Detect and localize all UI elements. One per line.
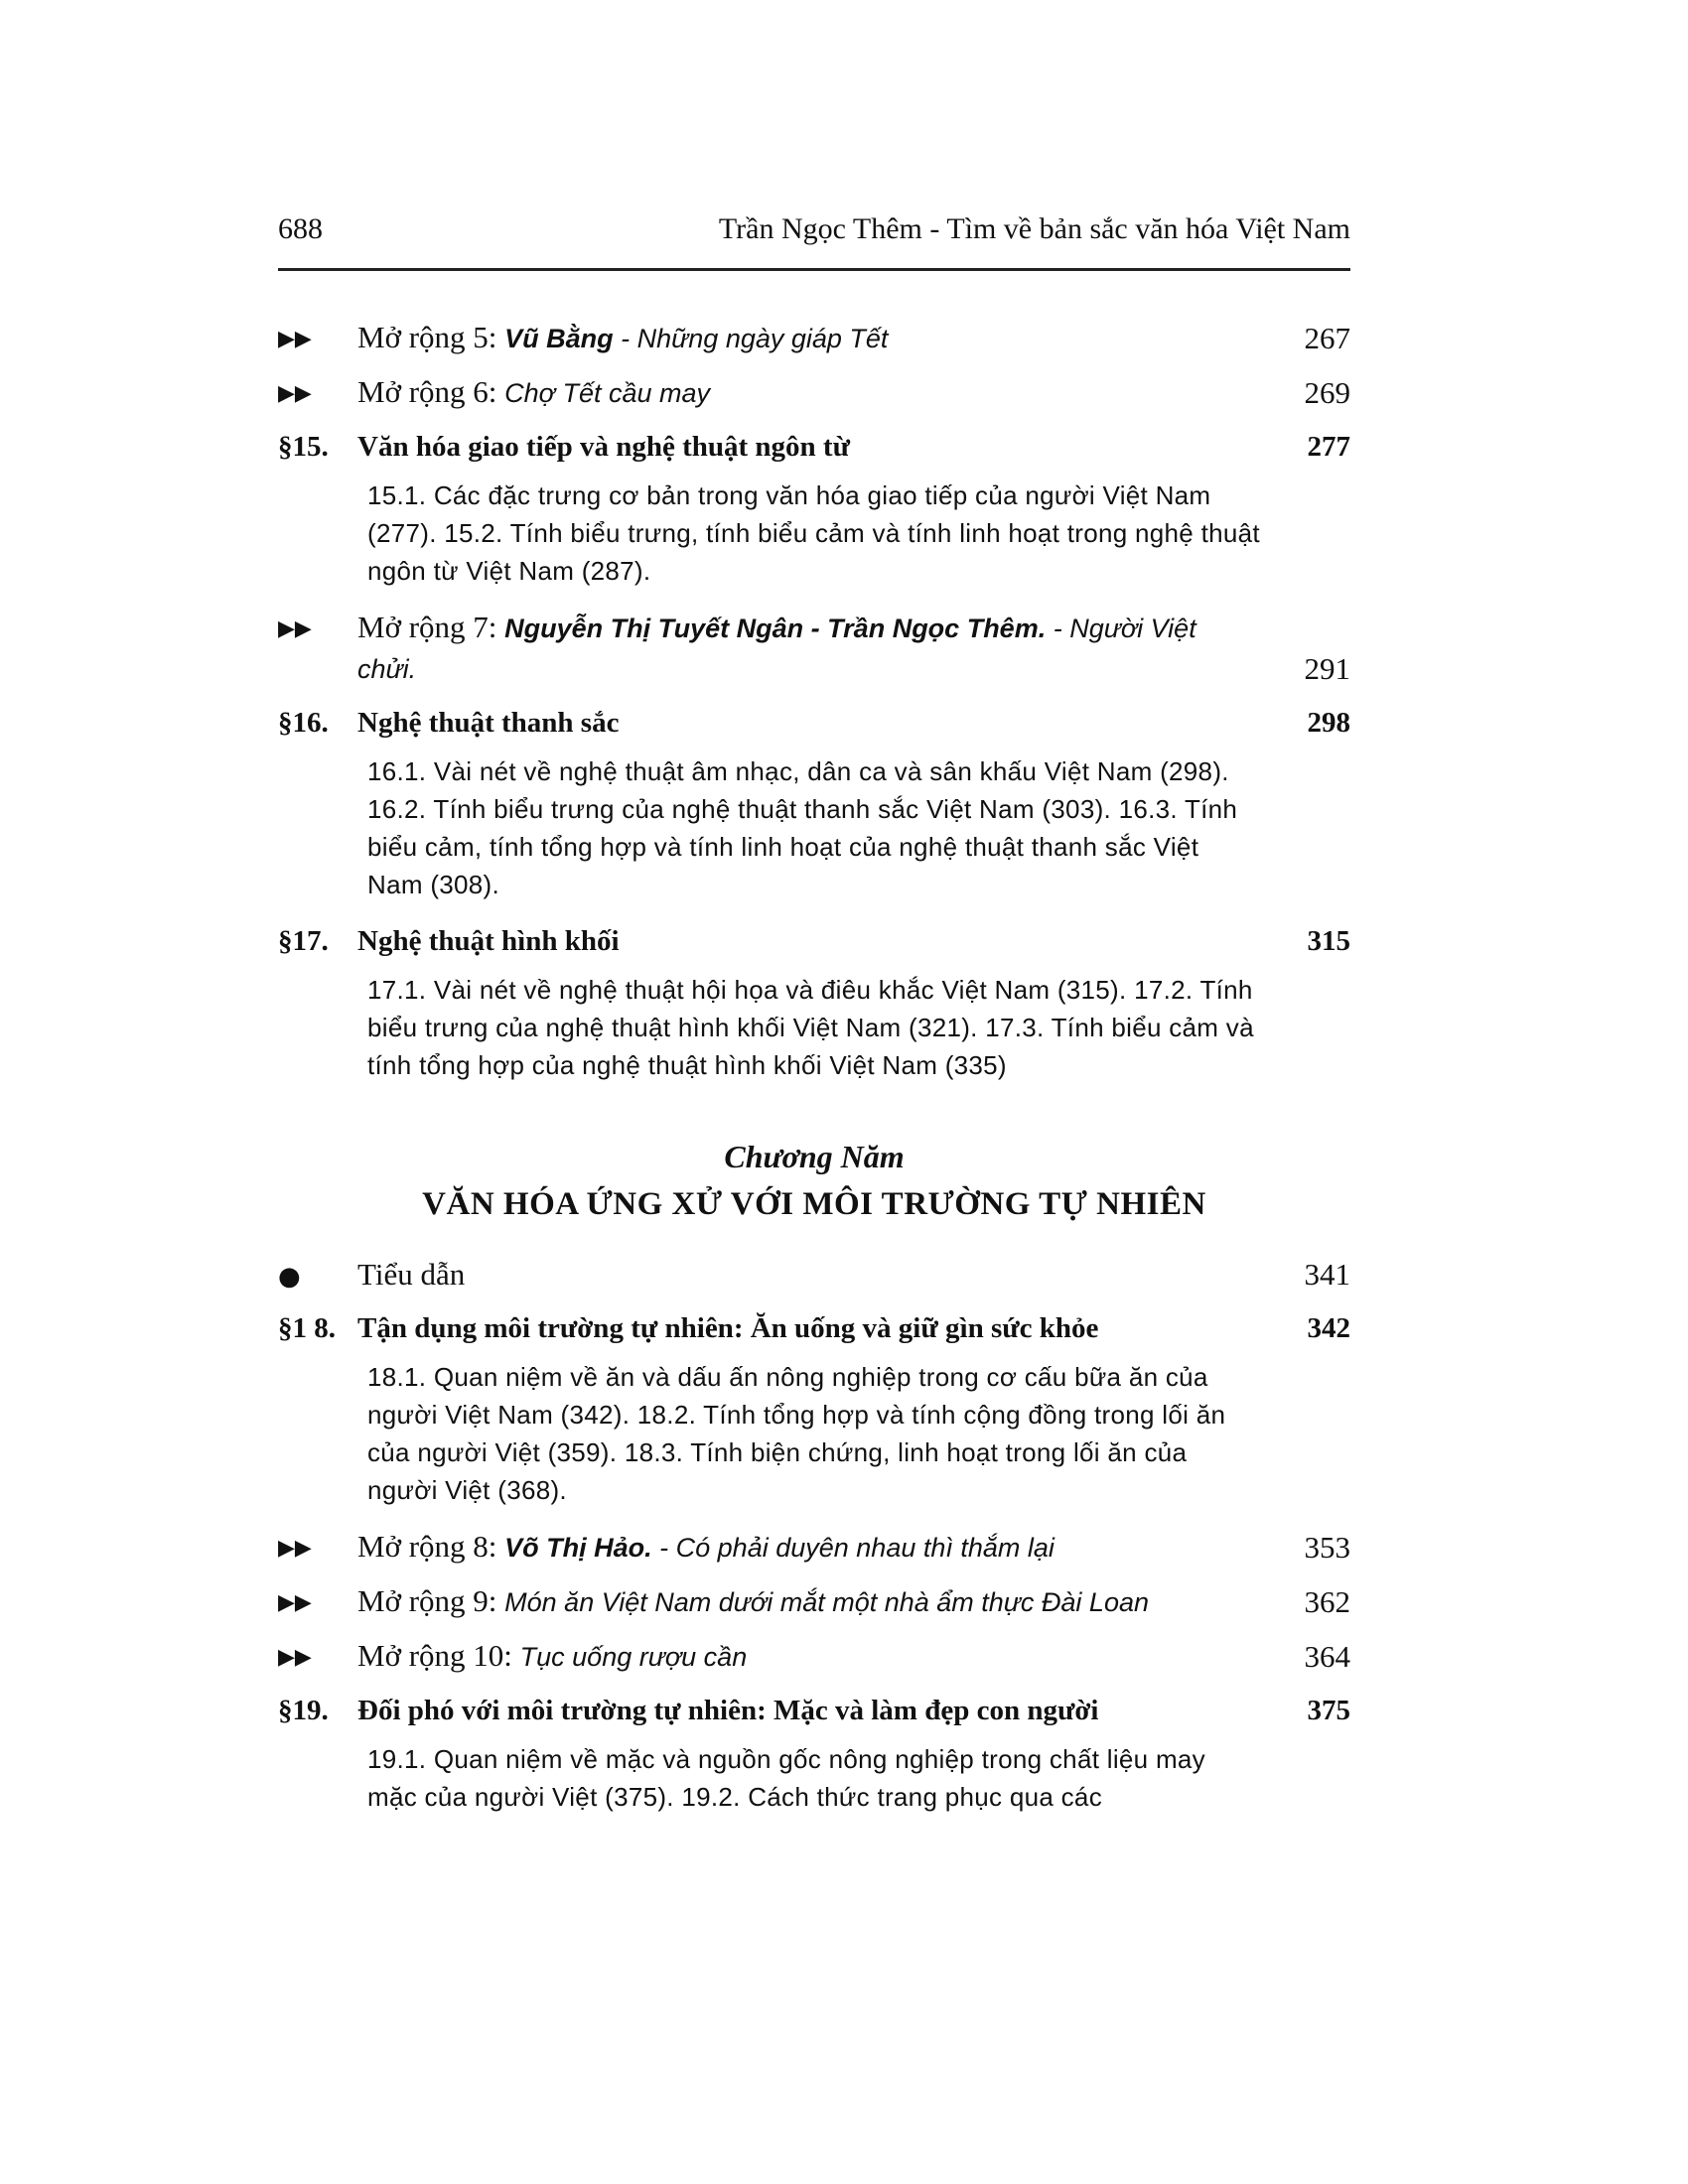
entry-page: 362 (1304, 1584, 1350, 1619)
chapter-heading (278, 1134, 1350, 1229)
section-number: §19. (278, 1695, 329, 1726)
chapter-label: Chương Năm (724, 1139, 905, 1174)
double-arrow-icon: ▶▶ (278, 1645, 312, 1670)
entry-page: 342 (1307, 1312, 1350, 1344)
entry-title: - Có phải duyên nhau thì thắm lại (651, 1533, 1055, 1563)
toc-entry-mo-rong-9[interactable]: ▶▶ Mở rộng 9: Món ăn Việt Nam dưới mắt một nhà ẩm thực Đài Loan 362 (278, 1581, 1350, 1622)
section-title: Tận dụng môi trường tự nhiên: Ăn uống và giữ gìn sức khỏe (357, 1312, 1099, 1344)
section-subtopics: 18.1. Quan niệm về ăn và dấu ấn nông nghiệp trong cơ cấu bữa ăn của người Việt Nam (342). 18.2. Tính tổng hợp và tính cộng đồng trong lối ăn của người Việt (359). 18.3. Tính biện chứng, linh hoạt trong lối ăn của người Việt (368). (367, 1362, 1226, 1505)
toc-entry-mo-rong-6[interactable]: ▶▶ Mở rộng 6: Chợ Tết cầu may 269 (278, 372, 1350, 413)
toc-section-19[interactable] (278, 1691, 1350, 1730)
toc-section-15[interactable] (278, 427, 1350, 467)
entry-page: 353 (1304, 1530, 1350, 1565)
toc-entry-mo-rong-7[interactable]: ▶▶ Mở rộng 7: Nguyễn Thị Tuyết Ngân - Trần Ngọc Thêm. - Người Việt chửi. 291 (278, 608, 1350, 689)
entry-author: Nguyễn Thị Tuyết Ngân - Trần Ngọc Thêm. (504, 614, 1047, 643)
entry-page: 298 (1307, 707, 1350, 739)
entry-page: 291 (1304, 651, 1350, 686)
toc-entry-intro[interactable] (278, 1255, 1350, 1295)
entry-page: 375 (1307, 1695, 1350, 1726)
toc-list (278, 318, 1350, 1834)
entry-page: 267 (1304, 321, 1350, 355)
entry-page: 364 (1304, 1639, 1350, 1674)
section-title: Nghệ thuật hình khối (357, 925, 620, 957)
section-title: Nghệ thuật thanh sắc (357, 707, 620, 739)
entry-title: - Những ngày giáp Tết (613, 324, 889, 353)
running-title: Trần Ngọc Thêm - Tìm về bản sắc văn hóa Việt Nam (718, 212, 1350, 245)
toc-section-18[interactable] (278, 1308, 1350, 1348)
toc-section-17[interactable] (278, 921, 1350, 961)
toc-section-16[interactable] (278, 703, 1350, 743)
entry-page: 341 (1304, 1257, 1350, 1292)
section-title: Đối phó với môi trường tự nhiên: Mặc và làm đẹp con người (357, 1695, 1099, 1726)
page-number: 688 (278, 212, 323, 245)
double-arrow-icon: ▶▶ (278, 1536, 312, 1561)
double-arrow-icon: ▶▶ (278, 1590, 312, 1615)
double-arrow-icon: ▶▶ (278, 381, 312, 406)
entry-page: 277 (1307, 431, 1350, 463)
double-arrow-icon: ▶▶ (278, 616, 312, 641)
bullet-icon: ● (278, 1262, 301, 1292)
toc-entry-mo-rong-8[interactable]: ▶▶ Mở rộng 8: Võ Thị Hảo. - Có phải duyên nhau thì thắm lại 353 (278, 1527, 1350, 1568)
page-header (278, 199, 1350, 258)
section-title: Văn hóa giao tiếp và nghệ thuật ngôn từ (357, 431, 850, 463)
entry-title: - Người Việt chửi. (357, 614, 1196, 684)
section-subtopics: 17.1. Vài nét về nghệ thuật hội họa và điêu khắc Việt Nam (315). 17.2. Tính biểu trưng của nghệ thuật hình khối Việt Nam (321). 17.3. Tính biểu cảm và tính tổng hợp của nghệ thuật hình khối Việt Nam (335) (367, 975, 1254, 1080)
entry-page: 315 (1307, 925, 1350, 957)
entry-title: Tục uống rượu cần (519, 1642, 748, 1672)
entry-title: Chợ Tết cầu may (504, 378, 711, 408)
toc-page (278, 199, 1350, 1812)
section-subtopics: 16.1. Vài nét về nghệ thuật âm nhạc, dân ca và sân khấu Việt Nam (298). 16.2. Tính biểu trưng của nghệ thuật thanh sắc Việt Nam (303). 16.3. Tính biểu cảm, tính tổng hợp và tính linh hoạt của nghệ thuật thanh sắc Việt Nam (308). (367, 756, 1238, 899)
section-subtopics: 15.1. Các đặc trưng cơ bản trong văn hóa giao tiếp của người Việt Nam (277). 15.2. Tính biểu trưng, tính biểu cảm và tính linh hoạt trong nghệ thuật ngôn từ Việt Nam (287). (367, 480, 1260, 586)
entry-title: Tiểu dẫn (357, 1257, 466, 1292)
double-arrow-icon: ▶▶ (278, 327, 312, 351)
entry-page: 269 (1304, 375, 1350, 410)
chapter-title: VĂN HÓA ỨNG XỬ VỚI MÔI TRƯỜNG TỰ NHIÊN (422, 1186, 1206, 1222)
section-subtopics: 19.1. Quan niệm về mặc và nguồn gốc nông nghiệp trong chất liệu may mặc của người Việt (375). 19.2. Cách thức trang phục qua các (367, 1744, 1205, 1812)
section-number: §16. (278, 707, 329, 739)
entry-title: Món ăn Việt Nam dưới mắt một nhà ẩm thực Đài Loan (504, 1587, 1149, 1617)
header-rule (278, 268, 1350, 271)
entry-author: Vũ Bằng (504, 324, 614, 353)
section-number: §1 8. (278, 1312, 336, 1344)
section-number: §17. (278, 925, 329, 957)
toc-entry-mo-rong-5[interactable]: ▶▶ Mở rộng 5: Vũ Bằng - Những ngày giáp Tết 267 (278, 318, 1350, 358)
toc-entry-mo-rong-10[interactable]: ▶▶ Mở rộng 10: Tục uống rượu cần 364 (278, 1636, 1350, 1677)
entry-author: Võ Thị Hảo. (504, 1533, 652, 1563)
section-number: §15. (278, 431, 329, 463)
